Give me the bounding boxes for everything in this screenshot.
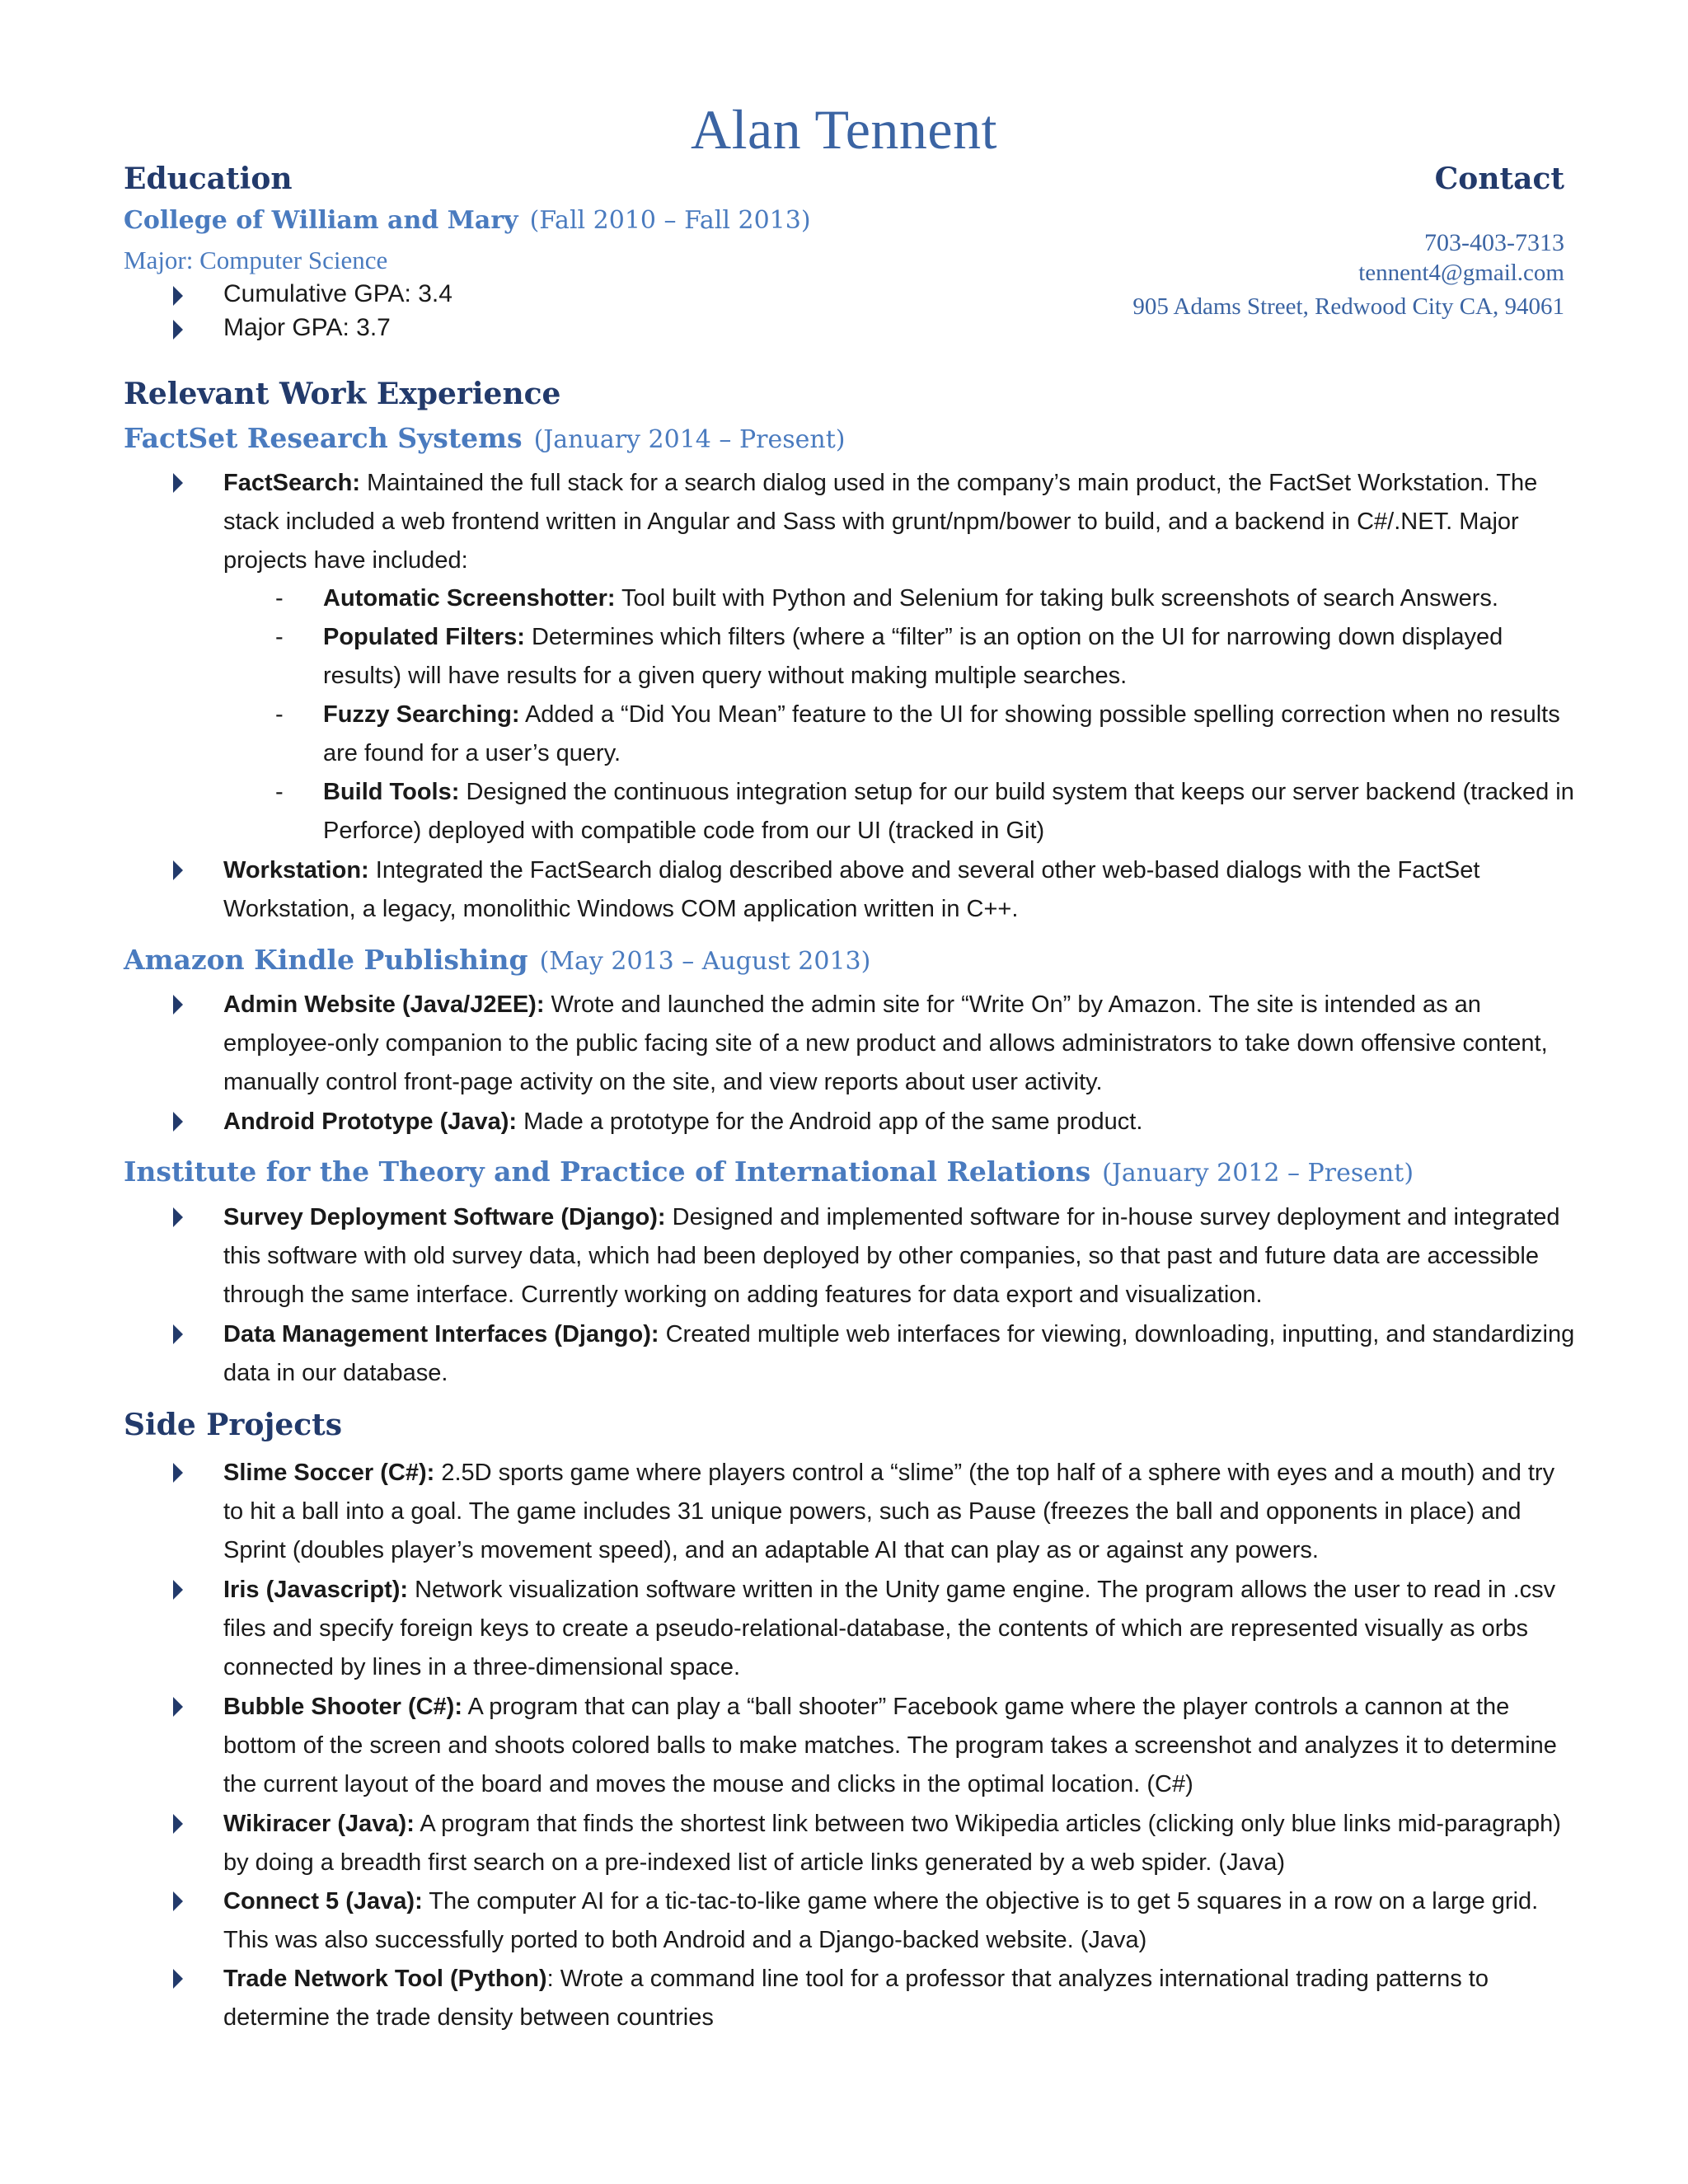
resume-name: Alan Tennent — [691, 98, 997, 161]
dash-marker: - — [275, 779, 284, 805]
bullet-icon — [173, 1207, 183, 1227]
list-item: Trade Network Tool (Python): Wrote a command line tool for a professor that analyzes international trading patterns to determine the trade density between countries — [223, 1966, 1489, 2031]
list-item: FactSearch: Maintained the full stack for a search dialog used in the company’s main product, the FactSet Workstation. The stack included a web frontend written in Angular and Sass with grunt/npm/bower to build, and a backend in C#/.NET. Major projects have included: — [223, 470, 1538, 574]
sub-list-item: Build Tools: Designed the continuous integration setup for our build system that keeps our server backend (tracked in Perforce) deployed with compatible code from our UI (tracked in Git) — [323, 779, 1574, 844]
education-school-line — [124, 206, 811, 235]
education-heading: Education — [124, 162, 293, 196]
bullet-icon — [173, 1580, 183, 1600]
bullet-icon — [173, 1463, 183, 1483]
list-item: Iris (Javascript): Network visualization software written in the Unity game engine. The program allows the user to read in .csv files and specify foreign keys to create a pseudo-relational-database, the contents of which are represented visually as orbs connected by lines in a three-dimensional space. — [223, 1577, 1556, 1680]
contact-heading: Contact — [1434, 162, 1564, 196]
job-company: Amazon Kindle Publishing — [124, 944, 528, 976]
bullet-icon — [173, 1891, 183, 1911]
list-item: Slime Soccer (C#): 2.5D sports game where players control a “slime” (the top half of a sphere with eyes and a mouth) and try to hit a ball into a goal. The game includes 31 unique powers, such as Pause (freezes the ball and opponents in place) and Sprint (doubles player’s movement speed), and an adaptable AI that can play as or against any powers. — [223, 1460, 1555, 1563]
list-item: Connect 5 (Java): The computer AI for a tic-tac-to-like game where the objective is to get 5 squares in a row on a large grid. This was also successfully ported to both Android and a Django-backed website. (Java) — [223, 1888, 1539, 1953]
bullet-icon — [173, 320, 183, 340]
dash-marker: - — [275, 585, 284, 612]
job-dates: (May 2013 – August 2013) — [539, 947, 871, 976]
sub-list-item: Fuzzy Searching: Added a “Did You Mean” feature to the UI for showing possible spelling correction when no results are found for a user’s query. — [323, 701, 1560, 766]
job-company: FactSet Research Systems — [124, 422, 523, 454]
job-dates: (January 2012 – Present) — [1102, 1159, 1414, 1188]
dash-marker: - — [275, 624, 284, 650]
list-item: Wikiracer (Java): A program that finds the shortest link between two Wikipedia articles (clicking only blue links mid-paragraph) by doing a breadth first search on a pre-indexed list of article links generated by a web spider. (Java) — [223, 1811, 1561, 1876]
work-heading: Relevant Work Experience — [124, 377, 561, 411]
side-projects-heading: Side Projects — [124, 1408, 343, 1442]
job-itpir — [124, 1155, 1414, 1188]
list-item: Data Management Interfaces (Django): Created multiple web interfaces for viewing, downloading, inputting, and standardizing data in our database. — [223, 1321, 1575, 1386]
list-item: Workstation: Integrated the FactSearch dialog described above and several other web-based dialogs with the FactSet Workstation, a legacy, monolithic Windows COM application written in C++. — [223, 857, 1480, 922]
job-company: Institute for the Theory and Practice of International Relations — [124, 1155, 1091, 1188]
sub-list-item: Automatic Screenshotter: Tool built with Python and Selenium for taking bulk screenshots of search Answers. — [323, 585, 1498, 612]
bullet-icon — [173, 1112, 183, 1132]
education-major: Major: Computer Science — [124, 246, 388, 274]
dash-marker: - — [275, 701, 284, 728]
job-dates: (January 2014 – Present) — [533, 425, 846, 454]
bullet-icon — [173, 473, 183, 493]
school-name: College of William and Mary — [124, 206, 518, 235]
contact-email: tennent4@gmail.com — [1358, 260, 1564, 286]
sub-list-item: Populated Filters: Determines which filters (where a “filter” is an option on the UI for narrowing down displayed results) will have results for a given query without making multiple searches. — [323, 624, 1503, 689]
bullet-icon — [173, 1969, 183, 1989]
list-item: Bubble Shooter (C#): A program that can play a “ball shooter” Facebook game where the player controls a cannon at the bottom of the screen and shoots colored balls to make matches. The program takes a screenshot and analyzes it to determine the current layout of the board and moves the mouse and clicks in the optimal location. (C#) — [223, 1694, 1557, 1797]
bullet-icon — [173, 1324, 183, 1344]
contact-address: 905 Adams Street, Redwood City CA, 94061 — [1132, 293, 1564, 320]
contact-phone: 703-403-7313 — [1424, 229, 1564, 256]
list-item: Android Prototype (Java): Made a prototype for the Android app of the same product. — [223, 1108, 1143, 1135]
bullet-icon — [173, 995, 183, 1015]
gpa-cumulative: Cumulative GPA: 3.4 — [223, 280, 452, 307]
job-amazon — [124, 944, 870, 976]
school-dates: (Fall 2010 – Fall 2013) — [529, 206, 811, 235]
bullet-icon — [173, 860, 183, 880]
job-factset — [124, 422, 845, 454]
bullet-icon — [173, 1697, 183, 1717]
list-item: Admin Website (Java/J2EE): Wrote and launched the admin site for “Write On” by Amazon. The site is intended as an employee-only companion to the public facing site of a new product and allows administrators to take down offensive content, manually control front-page activity on the site, and view reports about user activity. — [223, 991, 1548, 1095]
gpa-major: Major GPA: 3.7 — [223, 314, 391, 341]
list-item: Survey Deployment Software (Django): Designed and implemented software for in-house survey deployment and integrated this software with old survey data, which had been deployed by other companies, so that past and future data are accessible through the same interface. Currently working on adding features for data export and visualization. — [223, 1204, 1560, 1308]
bullet-icon — [173, 1814, 183, 1834]
bullet-icon — [173, 286, 183, 306]
